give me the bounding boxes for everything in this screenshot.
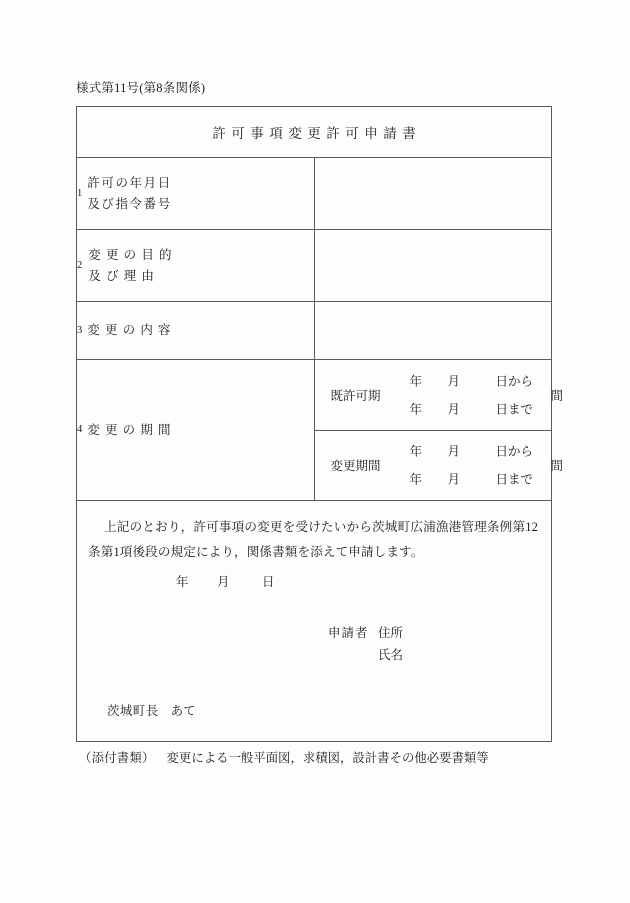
period-duration-unit: 間 [550,459,564,473]
month-unit: 月 [447,374,461,389]
table-row [77,360,552,501]
month-unit: 月 [447,402,461,416]
row-value-change-content[interactable] [314,302,552,360]
row-label-line-2: 及び理由 [88,268,160,283]
year-unit: 年 [176,575,189,589]
applicant-role-label: 申請者 [328,626,369,640]
addressee-suffix: あて [170,704,196,718]
period-subtable-cell [314,360,564,501]
day-to-unit: 日まで [495,402,534,416]
row-label-line-1: 変更の目的 [88,248,177,263]
year-unit: 年 [409,444,423,459]
attachment-text: 変更による一般平面図，求積図，設計書その他必要書類等 [166,751,489,765]
applicant-block [328,622,403,667]
form-title: 許可事項変更許可申請書 [212,125,422,141]
row-label-line-1: 許可の年月日 [87,176,172,191]
period-row-existing [315,361,552,431]
day-from-unit: 日から [495,444,534,459]
period-label-changed: 変更期間 [330,459,381,473]
addressee-line [107,701,196,719]
row-label-change-period [77,360,315,501]
attachment-footnote [79,748,489,766]
year-unit: 年 [409,472,423,486]
table-row [77,302,552,360]
day-unit: 日 [262,575,275,589]
month-unit: 月 [217,575,230,589]
form-title-row [77,107,552,158]
table-row [77,158,552,230]
applicant-name-label: 氏名 [378,648,404,663]
row-value-permit-date[interactable] [314,158,552,230]
form-title-cell [77,107,552,158]
submission-date-line[interactable] [176,572,275,590]
row-label-line-2: 及び指令番号 [87,196,172,211]
statement-row [77,501,552,742]
addressee-title: 茨城町長 [107,704,159,718]
row-value-change-purpose[interactable] [314,230,552,302]
period-row-changed [315,430,552,500]
day-from-unit: 日から [495,374,534,389]
attachment-label: （添付書類） [79,751,155,765]
table-row [77,230,552,302]
period-from-line[interactable] [410,444,534,458]
row-number: 4 [77,424,83,435]
period-from-line[interactable] [410,374,534,388]
period-duration-unit: 間 [550,389,564,403]
month-unit: 月 [447,472,461,486]
period-to-line[interactable] [410,472,534,486]
row-label-change-content [77,302,315,360]
row-label-permit-date [77,158,315,230]
row-number: 2 [77,259,83,271]
row-number: 1 [77,187,83,199]
applicant-name-row[interactable] [328,644,403,666]
year-unit: 年 [409,402,423,416]
year-unit: 年 [409,374,423,389]
period-dates-existing [410,367,552,422]
period-label-existing: 既許可期 [330,389,381,403]
period-dates-changed [410,437,552,492]
period-to-line[interactable] [410,402,534,416]
application-form-table [76,106,564,742]
form-number-heading: 様式第11号(第8条関係) [76,81,206,95]
statement-cell [77,501,552,742]
row-label-line-1: 変更の内容 [87,323,176,338]
applicant-address-row[interactable] [328,622,403,644]
period-subtable [315,361,564,500]
row-label-change-purpose [77,230,315,302]
row-label-line-1: 変更の期間 [87,422,176,437]
applicant-address-label: 住所 [378,626,404,640]
month-unit: 月 [447,444,461,459]
row-number: 3 [77,324,83,336]
application-statement: 上記のとおり，許可事項の変更を受けたいから茨城町広浦漁港管理条例第12条第1項後段の規定により，関係書類を添えて申請します。 [88,520,538,559]
day-to-unit: 日まで [495,472,534,486]
